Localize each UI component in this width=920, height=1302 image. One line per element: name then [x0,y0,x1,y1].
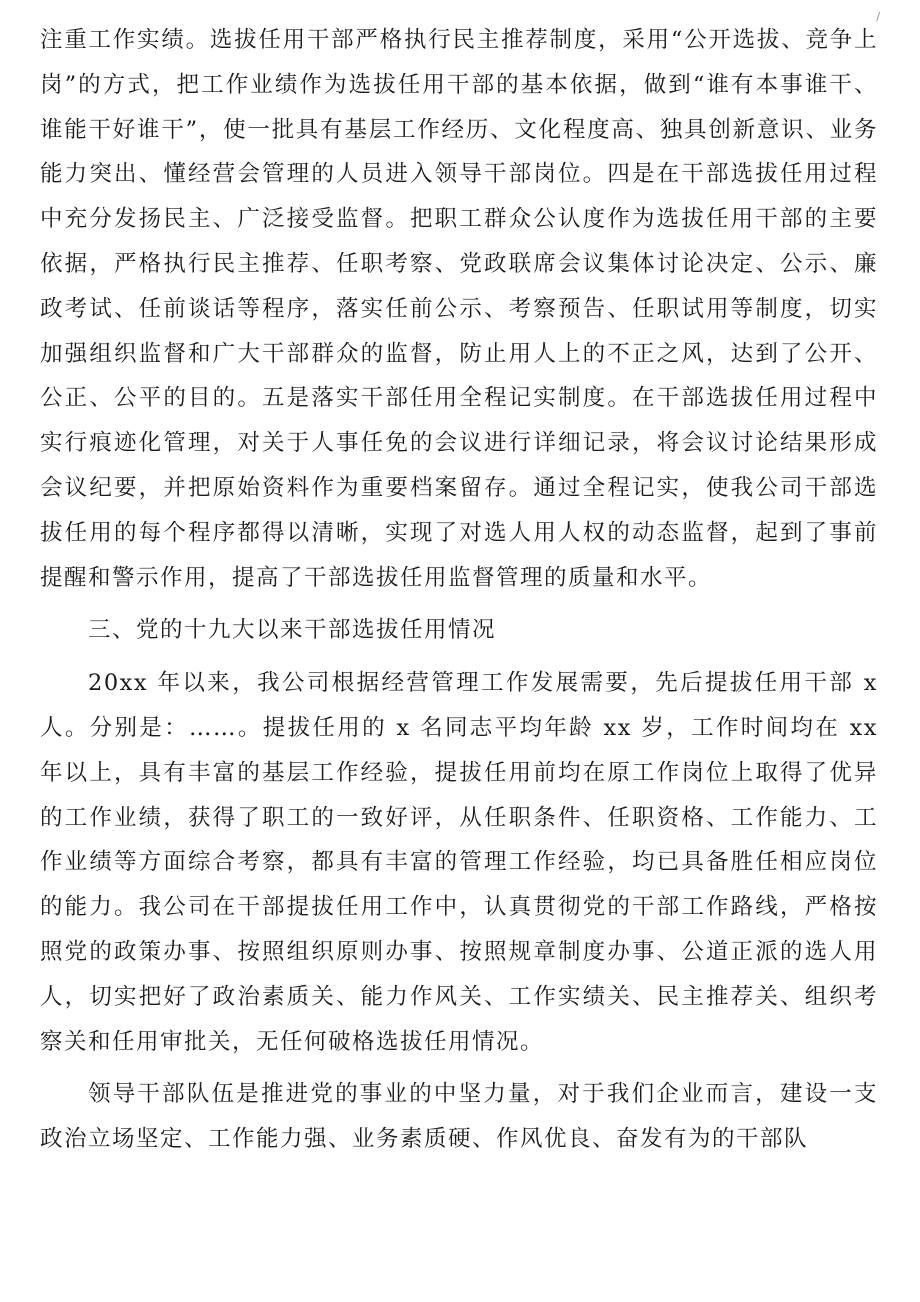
paragraph-cadre-selection-measures: 注重工作实绩。选拔任用干部严格执行民主推荐制度，采用“公开选拔、竞争上岗”的方式，把工作业绩作为选拔任用干部的基本依据，做到“谁有本事谁干、谁能干好谁干”，使一批具有基层工作经历、文化程度高、独具创新意识、业务能力突出、懂经营会管理的人员进入领导干部岗位。四是在干部选拔任用过程中充分发扬民主、广泛接受监督。把职工群众公认度作为选拔任用干部的主要依据，严格执行民主推荐、任职考察、党政联席会议集体讨论决定、公示、廉政考试、任前谈话等程序，落实任前公示、考察预告、任职试用等制度，切实加强组织监督和广大干部群众的监督，防止用人上的不正之风，达到了公开、公正、公平的目的。五是落实干部任用全程记实制度。在干部选拔任用过程中实行痕迹化管理，对关于人事任免的会议进行详细记录，将会议讨论结果形成会议纪要，并把原始资料作为重要档案留存。通过全程记实，使我公司干部选拔任用的每个程序都得以清晰，实现了对选人用人权的动态监督，起到了事前提醒和警示作用，提高了干部选拔任用监督管理的质量和水平。 [40,27,878,591]
paragraph-leadership-team: 领导干部队伍是推进党的事业的中坚力量，对于我们企业而言，建设一支政治立场坚定、工作能力强、业务素质硬、作风优良、奋发有为的干部队 [40,1081,878,1153]
document-page [40,18,878,1162]
page-mark: / [876,10,880,23]
section-heading-3: 三、党的十九大以来干部选拔任用情况 [88,617,497,644]
paragraph-promotion-overview: 20xx 年以来，我公司根据经营管理工作发展需要，先后提拔任用干部 x 人。分别是：……。提拔任用的 x 名同志平均年龄 xx 岁，工作时间均在 xx 年以上，具有丰富的基层工作经验，提拔任用前均在原工作岗位上取得了优异的工作业绩，获得了职工的一致好评，从任职条件、任职资格、工作能力、工作业绩等方面综合考察，都具有丰富的管理工作经验，均已具备胜任相应岗位的能力。我公司在干部提拔任用工作中，认真贯彻党的干部工作路线，严格按照党的政策办事、按照组织原则办事、按照规章制度办事、公道正派的选人用人，切实把好了政治素质关、能力作风关、工作实绩关、民主推荐关、组织考察关和任用审批关，无任何破格选拔任用情况。 [40,670,878,1055]
